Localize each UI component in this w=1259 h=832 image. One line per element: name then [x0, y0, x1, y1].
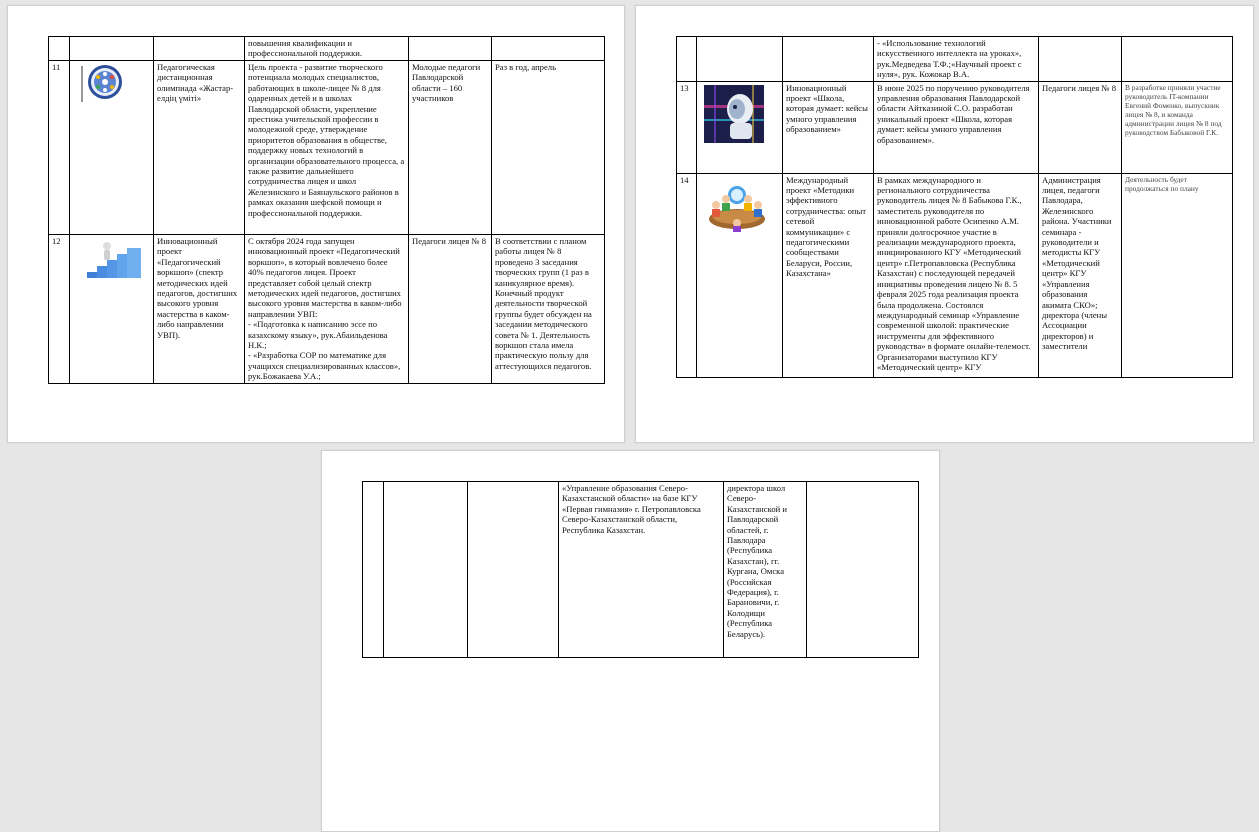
document-page-1 [7, 5, 625, 443]
project-participants: Педагоги лицея № 8 [409, 235, 492, 384]
project-title: Инновационный проект «Школа, которая думает: кейсы умного управления образованием» [783, 81, 874, 173]
table-cell: - «Использование технологий искусственного интеллекта на уроках», рук.Медведева Т.Ф.;«Научный проект с нуля», рук. Кожокар В.А. [874, 37, 1039, 82]
table-row [677, 37, 1233, 82]
project-description: «Управление образования Северо-Казахстанской области» на базе КГУ «Первая гимназия» г. Петропавловска Северо-Казахстанской области, Республика Казахстан. [559, 482, 724, 658]
row-number: 13 [677, 81, 697, 173]
project-participants: Педагоги лицея № 8 [1039, 81, 1122, 173]
project-participants: Молодые педагоги Павлодарской области – 160 участников [409, 61, 492, 235]
project-description: В рамках международного и регионального сотрудничества руководитель лицея № 8 Бабыкова Г.К., заместитель руководителя по инновационной работе Осипенко А.М. приняли долгосрочное участие в реализации международного проекта, инициированного КГУ «Методический центр» г.Петропавловска (Республика Казахстан) с последующей передачей инициативы проведения лицею № 8. 5 февраля 2025 года реализация проекта была продолжена. Состоялся международный семинар «Управление современной школой: практические инструменты для эффективного руководства» в формате онлайн-телемост. Организаторами выступило КГУ «Методический центр» КГУ [874, 173, 1039, 377]
project-description: В июне 2025 по поручению руководителя управления образования Павлодарской области Айтказиной С.О. разработан уникальный проект «Школа, которая думает: кейсы умного управления образованием». [874, 81, 1039, 173]
projects-table-page-3 [362, 481, 919, 658]
table-row [49, 61, 605, 235]
row-number: 14 [677, 173, 697, 377]
project-title: Инновационный проект «Педагогический воркшоп» (спектр методических идей педагогов, достигших высокого уровня мастерства в каком-либо направлении УВП). [154, 235, 245, 384]
table-row [49, 235, 605, 384]
table-row [363, 482, 919, 658]
project-participants: директора школ Северо-Казахстанской и Павлодарской областей, г. Павлодара (Республика Казахстан), гг. Кургана, Омска (Российская Федерация), г. Барановичи, г. Колодищи (Республика Беларусь). [724, 482, 807, 658]
ai-robot-icon [704, 85, 779, 145]
projects-table-page-2 [676, 36, 1233, 378]
olympiad-logo-icon [81, 64, 150, 106]
table-row [677, 81, 1233, 173]
project-note: В соответствии с планом работы лицея № 8 проведено 3 заседания творческих групп (1 раз в каникулярное время). Конечный продукт деятельности творческой группы будет обсужден на заседании методического совета № 1. Деятельность воркшоп стала имела практическую пользу для аттестующихся педагогов. [492, 235, 605, 384]
row-number: 11 [49, 61, 70, 235]
project-description: Цель проекта - развитие творческого потенциала молодых специалистов, работающих в школе-лицее № 8 для одаренных детей и в школах Павлодарской области, укрепление престижа учительской профессии в молодежной среде, утверждение приоритетов образования в обществе, поддержку новых технологий в организации образовательного процесса, а также развитие дальнейшего сотрудничества лицея и школ Железинского и Баянаульского районов в рамках оказания шефской помощи и профессиональной поддержки. [245, 61, 409, 235]
row-number: 12 [49, 235, 70, 384]
table-row [677, 173, 1233, 377]
project-title: Педагогическая дистанционная олимпиада «Жастар-елдің үміті» [154, 61, 245, 235]
project-note: Деятельность будет продолжаться по плану [1122, 173, 1233, 377]
project-note: В разработке приняли участие руководитель IT-компании Евгений Фоменко, выпускник лицея № 8, и команда администрации лицея № 8 под руководством Бабыковой Г.К. [1122, 81, 1233, 173]
project-participants: Администрация лицея, педагоги Павлодара, Железинского района. Участники семинара - руководители и методисты КГУ «Методический центр» КГУ «Управления образования акимата СКО»; директора (члены Ассоциации директоров) и заместители [1039, 173, 1122, 377]
projects-table-page-1 [48, 36, 605, 384]
project-description: С октября 2024 года запущен инновационный проект «Педагогический воркшоп», в который вовлечено более 40% педагогов лицея. Проект представляет собой целый спектр методических идей педагогов, достигших высокого уровня мастерства в каком-либо направлении УВП: - «Подготовка к написанию эссе по казахскому языку», рук.Абаильденова Н.К.; - «Разработка СОР по математике для учащихся специализированных классов», рук.Божакаева У.А.; [245, 235, 409, 384]
document-page-2 [635, 5, 1254, 443]
stairs-figure-icon [83, 238, 150, 282]
project-title: Международный проект «Методики эффективного сотрудничества: опыт сетевой коммуникации» с педагогическими сообществами Беларуси, России, Казахстана» [783, 173, 874, 377]
table-row [49, 37, 605, 61]
team-meeting-icon [706, 177, 779, 235]
table-cell: повышения квалификации и профессиональной поддержки. [245, 37, 409, 61]
project-note: Раз в год, апрель [492, 61, 605, 235]
document-page-3 [321, 450, 940, 832]
